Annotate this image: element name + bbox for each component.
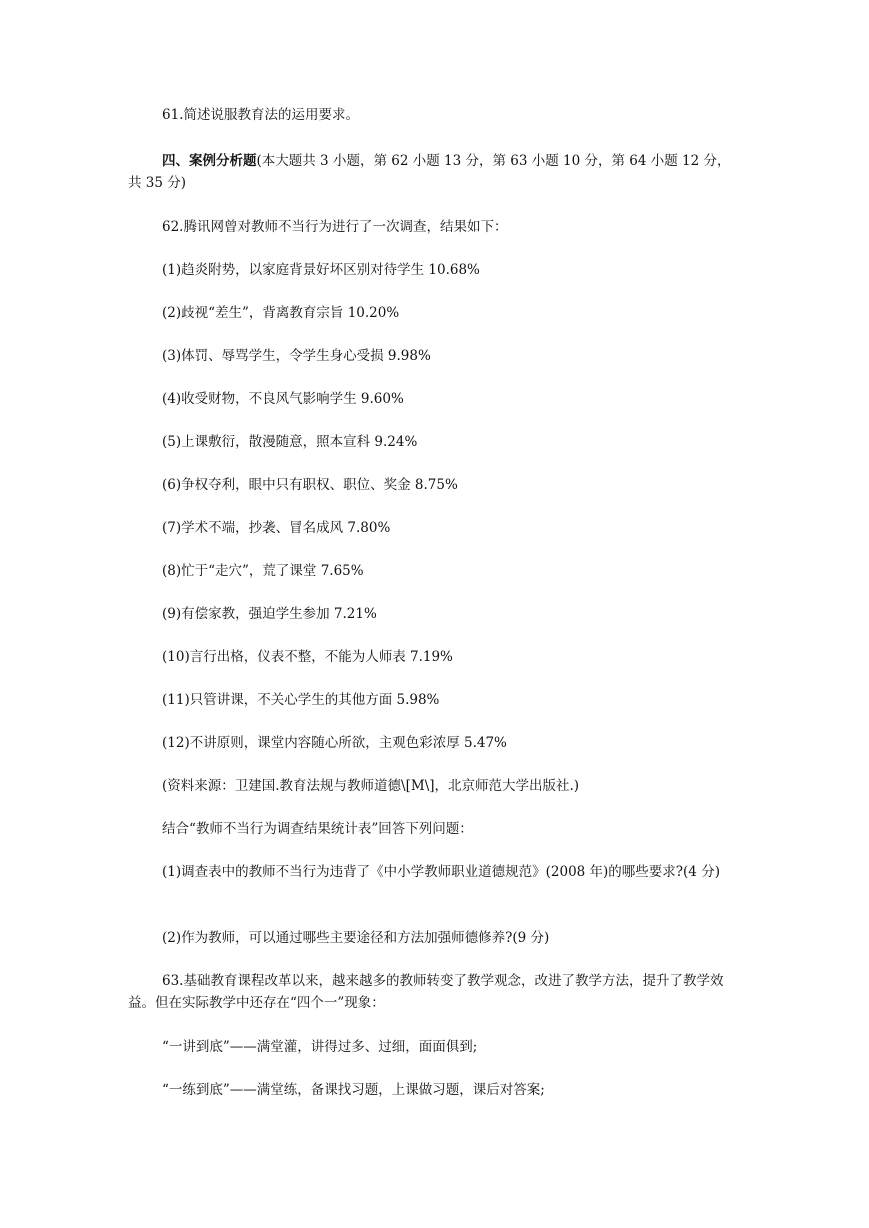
- section-4-heading: [128, 150, 734, 194]
- phenomenon-item-2: “一练到底”——满堂练，备课找习题，上课做习题，课后对答案;: [162, 1082, 545, 1098]
- survey-item-7: (7)学术不端，抄袭、冒名成风 7.80%: [162, 520, 391, 536]
- survey-item-9: (9)有偿家教，强迫学生参加 7.21%: [162, 606, 377, 622]
- question-62-sub-1: [128, 861, 734, 883]
- question-62-sub-2: (2)作为教师，可以通过哪些主要途径和方法加强师德修养?(9 分): [162, 930, 550, 946]
- survey-item-11: (11)只管讲课，不关心学生的其他方面 5.98%: [162, 692, 440, 708]
- question-62-sub-1-text: (1)调查表中的教师不当行为违背了《中小学教师职业道德规范》(2008 年)的哪些要求?(4 分): [162, 864, 720, 880]
- question-62-prompt: 结合“教师不当行为调查结果统计表”回答下列问题：: [162, 821, 473, 837]
- survey-item-12: (12)不讲原则，课堂内容随心所欲，主观色彩浓厚 5.47%: [162, 735, 507, 751]
- survey-item-5: (5)上课敷衍，散漫随意，照本宣科 9.24%: [162, 434, 418, 450]
- question-63-intro-text: 63.基础教育课程改革以来，越来越多的教师转变了教学观念，改进了教学方法，提升了教学效益。但在实际教学中还存在“四个一”现象：: [128, 973, 724, 1011]
- section-4-description: (本大题共 3 小题，第 62 小题 13 分，第 63 小题 10 分，第 64 小题 12 分，共 35 分): [128, 153, 731, 191]
- phenomenon-item-1: “一讲到底”——满堂灌，讲得过多、过细，面面俱到;: [162, 1039, 478, 1055]
- survey-item-2: (2)歧视“差生”，背离教育宗旨 10.20%: [162, 305, 400, 321]
- question-62-intro: 62.腾讯网曾对教师不当行为进行了一次调查，结果如下：: [162, 219, 508, 235]
- survey-item-8: (8)忙于“走穴”，荒了课堂 7.65%: [162, 563, 364, 579]
- question-63-intro: [128, 970, 734, 1014]
- survey-item-6: (6)争权夺利，眼中只有职权、职位、奖金 8.75%: [162, 477, 458, 493]
- question-61: 61.简述说服教育法的运用要求。: [162, 107, 359, 123]
- source-citation: (资料来源：卫建国.教育法规与教师道德\[M\]，北京师范大学出版社.): [162, 778, 580, 794]
- survey-item-10: (10)言行出格，仪表不整，不能为人师表 7.19%: [162, 649, 453, 665]
- survey-item-4: (4)收受财物，不良风气影响学生 9.60%: [162, 391, 404, 407]
- survey-item-1: (1)趋炎附势，以家庭背景好坏区别对待学生 10.68%: [162, 262, 480, 278]
- section-4-title: 四、案例分析题: [162, 153, 257, 169]
- survey-item-3: (3)体罚、辱骂学生，令学生身心受损 9.98%: [162, 348, 431, 364]
